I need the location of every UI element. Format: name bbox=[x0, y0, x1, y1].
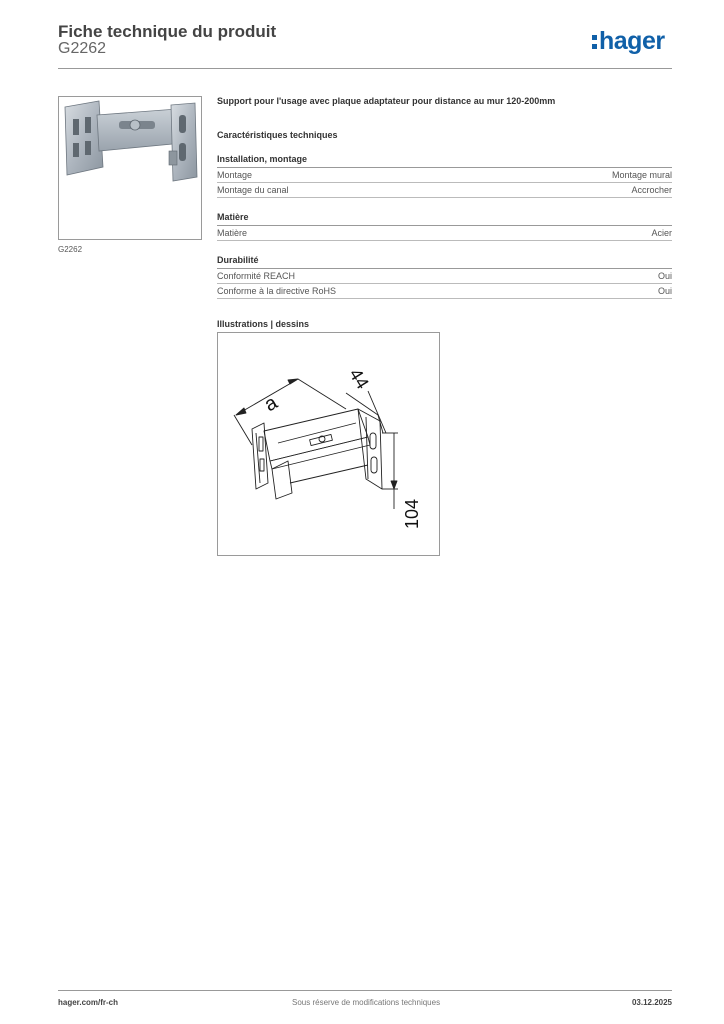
product-photo bbox=[58, 96, 202, 240]
footer-divider bbox=[58, 990, 672, 991]
group-title-durability: Durabilité bbox=[217, 255, 672, 269]
bracket-photo-icon bbox=[59, 97, 202, 240]
dimension-a-label: a bbox=[260, 391, 282, 417]
dimension-104-label: 104 bbox=[402, 498, 422, 529]
product-code: G2262 bbox=[58, 40, 107, 57]
footer-note: Sous réserve de modifications techniques bbox=[292, 998, 441, 1007]
logo-colon-icon bbox=[592, 32, 597, 50]
spec-row bbox=[217, 226, 672, 241]
logo-text: hager bbox=[599, 27, 665, 55]
spec-value: Acier bbox=[651, 228, 672, 238]
dimension-44-label: 44 bbox=[345, 364, 373, 393]
header-divider bbox=[58, 68, 672, 69]
page-title: Fiche technique du produit bbox=[58, 22, 277, 41]
photo-caption: G2262 bbox=[58, 245, 83, 254]
technical-drawing bbox=[217, 332, 440, 556]
product-description: Support pour l'usage avec plaque adaptateur pour distance au mur 120-200mm bbox=[217, 96, 556, 106]
spec-row bbox=[217, 269, 672, 284]
footer-date: 03.12.2025 bbox=[631, 998, 672, 1007]
product-details bbox=[217, 96, 672, 329]
spec-label: Conformité REACH bbox=[217, 271, 296, 281]
spec-value: Montage mural bbox=[611, 170, 672, 180]
spec-value: Oui bbox=[657, 286, 672, 296]
spec-label: Montage du canal bbox=[217, 185, 289, 195]
hager-logo bbox=[592, 26, 665, 56]
spec-value: Oui bbox=[657, 271, 672, 281]
spec-label: Matière bbox=[217, 228, 248, 238]
spec-value: Accrocher bbox=[631, 185, 672, 195]
group-title-installation: Installation, montage bbox=[217, 154, 672, 168]
tech-heading: Caractéristiques techniques bbox=[217, 130, 338, 140]
spec-row bbox=[217, 183, 672, 198]
spec-row bbox=[217, 168, 672, 183]
spec-label: Conforme à la directive RoHS bbox=[217, 286, 337, 296]
bracket-drawing-icon bbox=[218, 333, 440, 556]
footer-website[interactable]: hager.com/fr-ch bbox=[58, 998, 119, 1007]
illustrations-heading: Illustrations | dessins bbox=[217, 319, 310, 329]
spec-label: Montage bbox=[217, 170, 253, 180]
spec-row bbox=[217, 284, 672, 299]
group-title-material: Matière bbox=[217, 212, 672, 226]
